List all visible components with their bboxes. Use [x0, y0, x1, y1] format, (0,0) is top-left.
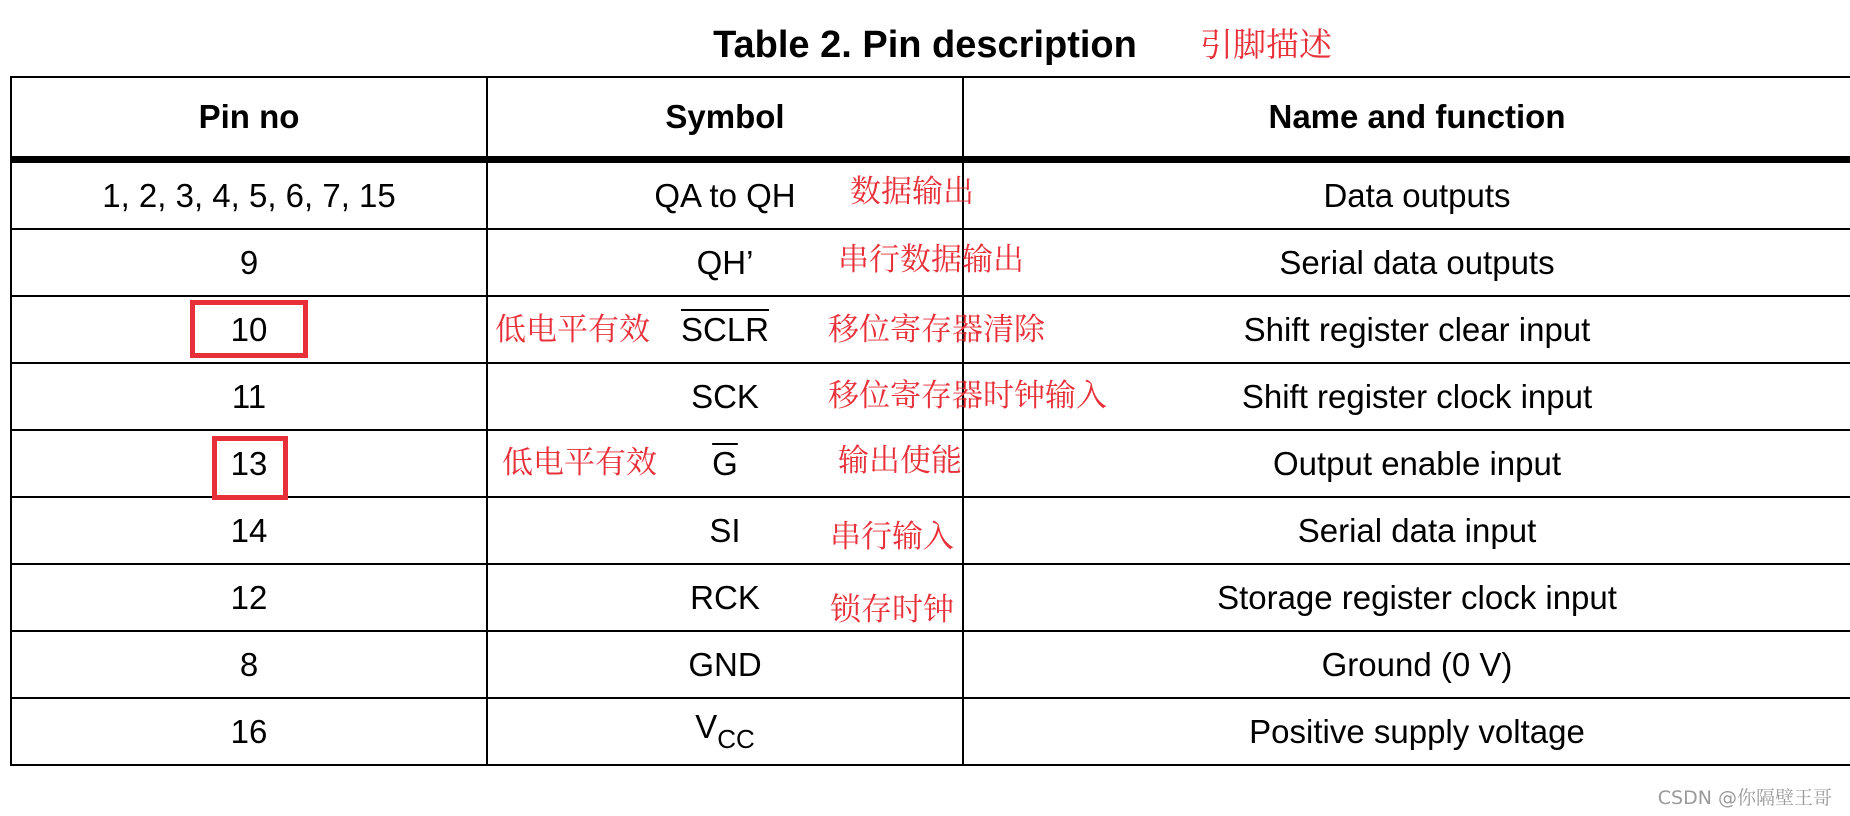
symbol-overline-text: SCLR	[680, 310, 770, 348]
table-title: Table 2. Pin description	[713, 24, 1137, 66]
function-cell: Shift register clear input	[963, 296, 1850, 363]
table-row	[11, 698, 1850, 765]
pin-cell: 11	[11, 363, 487, 430]
symbol-cell: RCK	[487, 564, 963, 631]
annotation-note: 输出使能	[838, 443, 962, 479]
symbol-cell: SI	[487, 497, 963, 564]
header-symbol: Symbol	[487, 77, 963, 160]
function-cell: Storage register clock input	[963, 564, 1850, 631]
function-cell: Output enable input	[963, 430, 1850, 497]
pin-cell: 10	[11, 296, 487, 363]
symbol-cell: QA to QH	[487, 160, 963, 230]
pin-cell: 13	[11, 430, 487, 497]
pin-cell: 9	[11, 229, 487, 296]
function-cell: Ground (0 V)	[963, 631, 1850, 698]
annotation-note: 锁存时钟	[830, 592, 954, 628]
pin-cell: 1, 2, 3, 4, 5, 6, 7, 15	[11, 160, 487, 230]
pin-cell: 12	[11, 564, 487, 631]
symbol-cell: QH’	[487, 229, 963, 296]
annotation-note: 串行数据输出	[838, 242, 1024, 278]
pin-cell: 14	[11, 497, 487, 564]
symbol-subscript: CC	[717, 724, 755, 754]
function-cell: Serial data outputs	[963, 229, 1850, 296]
header-pin-no: Pin no	[11, 77, 487, 160]
symbol-cell: GND	[487, 631, 963, 698]
function-cell: Shift register clock input	[963, 363, 1850, 430]
annotation-left-note: 低电平有效	[495, 312, 650, 348]
symbol-cell	[487, 698, 963, 765]
symbol-overline-text: $\overline{G}$	[712, 444, 738, 482]
header-name-function: Name and function	[963, 77, 1850, 160]
function-cell: Serial data input	[963, 497, 1850, 564]
function-cell: Data outputs	[963, 160, 1850, 230]
header-row	[11, 77, 1850, 160]
highlight-box-pin-13	[212, 436, 288, 500]
annotation-note: 数据输出	[850, 174, 974, 210]
annotation-note: 串行输入	[830, 519, 954, 555]
function-cell: Positive supply voltage	[963, 698, 1850, 765]
annotation-left-note: 低电平有效	[502, 445, 657, 481]
pin-cell: 8	[11, 631, 487, 698]
title-annotation: 引脚描述	[1200, 25, 1332, 64]
symbol-cell: SCK	[487, 363, 963, 430]
watermark: CSDN @你隔壁王哥	[1657, 787, 1832, 809]
annotation-note: 移位寄存器时钟输入	[828, 378, 1107, 414]
table-row	[11, 631, 1850, 698]
highlight-box-pin-10	[190, 300, 308, 358]
annotation-note: 移位寄存器清除	[828, 312, 1045, 348]
pin-cell: 16	[11, 698, 487, 765]
symbol-main: V	[695, 708, 718, 745]
